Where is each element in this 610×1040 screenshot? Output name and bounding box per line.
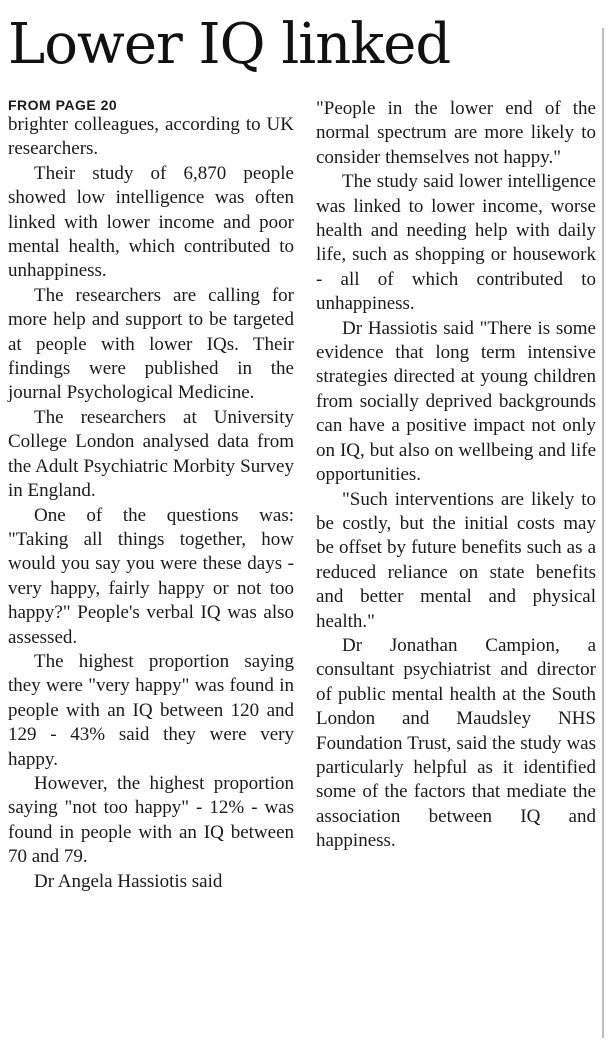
paragraph: brighter colleagues, according to UK researchers.: [8, 114, 294, 160]
article-column-left: [8, 97, 294, 894]
paragraph: The researchers at University College London analysed data from the Adult Psychiatric Morbity Survey in England.: [8, 406, 294, 502]
paragraph: Their study of 6,870 people showed low intelligence was often linked with lower income and poor mental health, which contributed to unhappiness.: [8, 162, 294, 282]
paragraph: Dr Hassiotis said "There is some evidence that long term intensive strategies directed at young children from socially deprived backgrounds can have a positive impact not only on IQ, but also on wellbeing and life opportunities.: [316, 317, 596, 486]
paragraph: One of the questions was: "Taking all things together, how would you say you were these days - very happy, fairly happy or not too happy?" People's verbal IQ was also assessed.: [8, 504, 294, 648]
paragraph: "Such interventions are likely to be costly, but the initial costs may be offset by future benefits such as a reduced reliance on state benefits and better mental and physical health.": [316, 488, 596, 632]
paragraph: The researchers are calling for more help and support to be targeted at people with lower IQs. Their findings were published in the journal Psychological Medicine.: [8, 284, 294, 404]
continued-from-label: FROM PAGE 20: [8, 97, 118, 113]
paragraph: Dr Angela Hassiotis said: [34, 870, 223, 892]
paragraph: The highest proportion saying they were "very happy" was found in people with an IQ between 120 and 129 - 43% said they were very happy.: [8, 650, 294, 770]
paragraph: Dr Jonathan Campion, a consultant psychiatrist and director of public mental health at the South London and Maudsley NHS Foundation Trust, said the study was particularly helpful as it identified some of the factors that mediate the association between IQ and happiness.: [316, 634, 596, 852]
column-rule: [602, 28, 604, 1038]
paragraph: The study said lower intelligence was linked to lower income, worse health and needing help with daily life, such as shopping or housework - all of which contributed to unhappiness.: [316, 171, 596, 315]
headline: Lower IQ linked: [8, 12, 451, 77]
paragraph: "People in the lower end of the normal spectrum are more likely to consider themselves not happy.": [316, 98, 596, 168]
article-column-right: [316, 97, 596, 854]
paragraph: However, the highest proportion saying "not too happy" - 12% - was found in people with an IQ between 70 and 79.: [8, 772, 294, 868]
